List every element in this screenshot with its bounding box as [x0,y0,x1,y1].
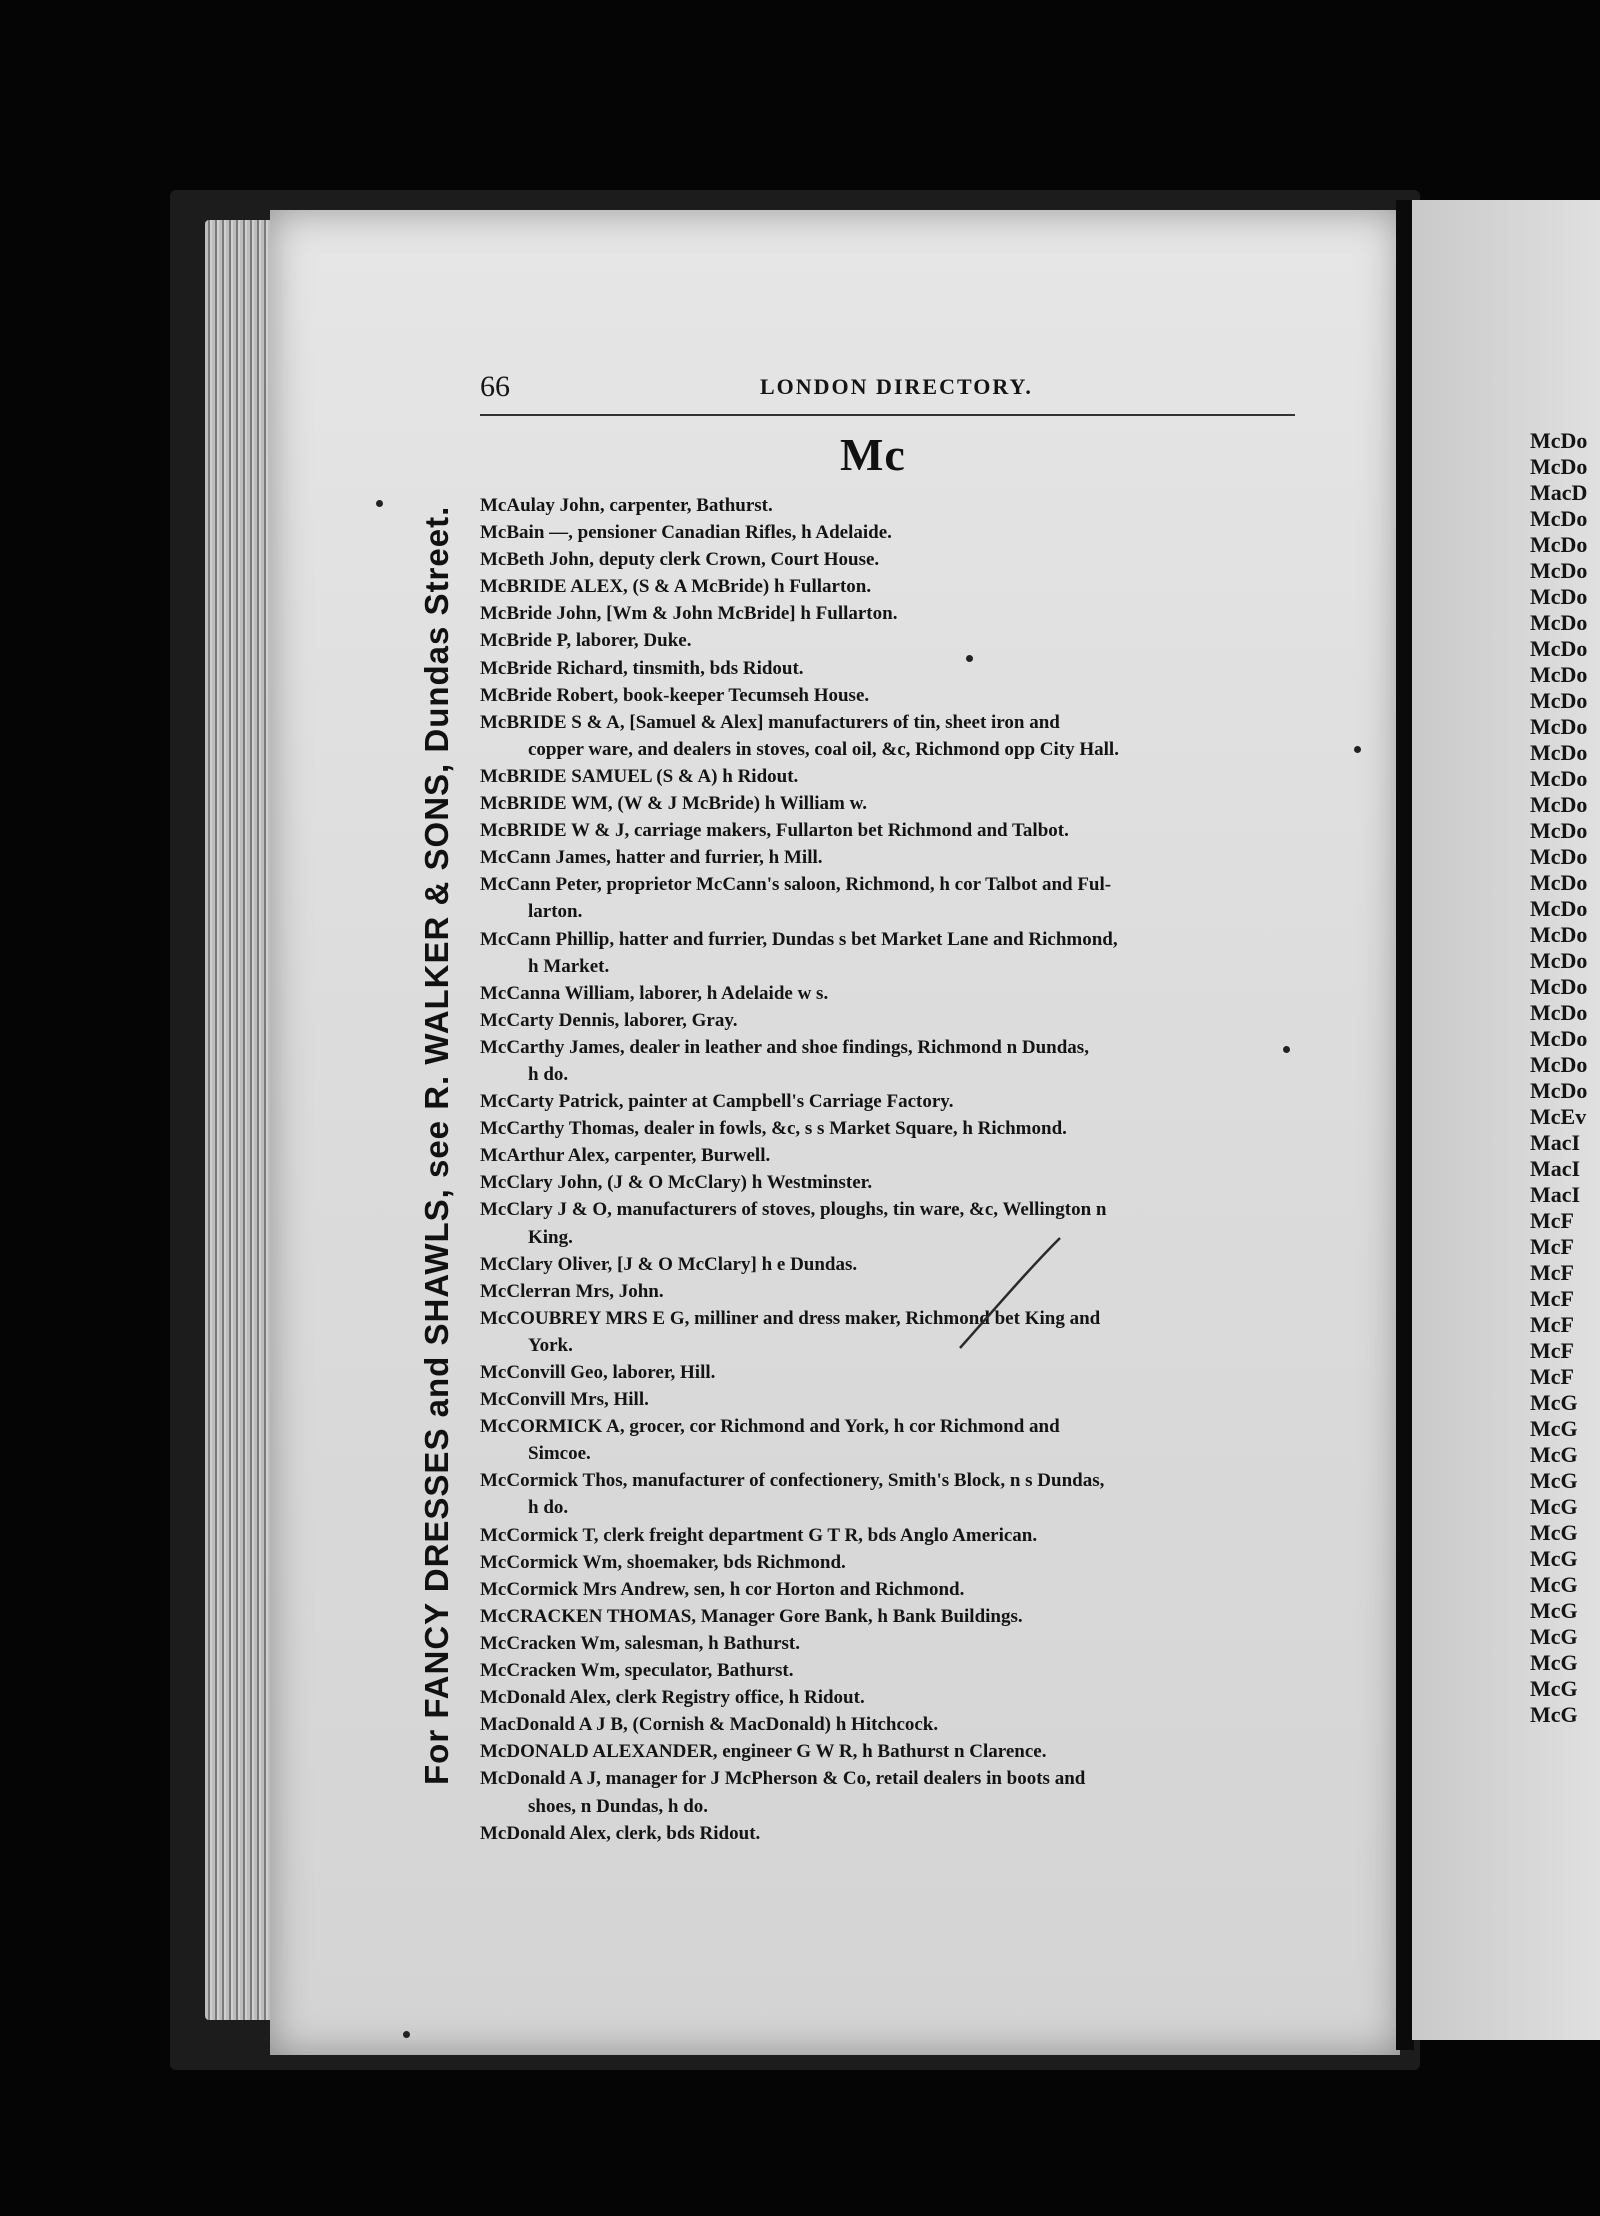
directory-entry: McBRIDE SAMUEL (S & A) h Ridout. [480,765,799,787]
next-page-fragment: McG [1530,1676,1578,1701]
directory-entry: McCORMICK A, grocer, cor Richmond and York, h cor Richmond and [480,1416,1060,1438]
directory-entry: McCormick Thos, manufacturer of confectionery, Smith's Block, n s Dundas, [480,1470,1105,1492]
directory-entry-continuation: shoes, n Dundas, h do. [528,1795,709,1817]
directory-entry: McCann Peter, proprietor McCann's saloon, Richmond, h cor Talbot and Ful- [480,874,1112,896]
directory-entry: McCormick Wm, shoemaker, bds Richmond. [480,1551,846,1573]
next-page-fragment: McDo [1530,714,1588,739]
next-page-fragment: McDo [1530,974,1588,999]
next-page-fragment: McDo [1530,558,1588,583]
next-page-fragment: McDo [1530,454,1588,479]
page-edges [205,220,275,2020]
next-page-fragment: McDo [1530,532,1588,557]
directory-entry: McCarthy James, dealer in leather and shoe findings, Richmond n Dundas, [480,1036,1089,1058]
directory-entry: McBride Richard, tinsmith, bds Ridout. [480,657,804,679]
next-page-fragment: McF [1530,1234,1574,1259]
next-page-fragment: McDo [1530,922,1588,947]
next-page-fragment: McF [1530,1364,1574,1389]
next-page-fragment: McG [1530,1572,1578,1597]
directory-entry: McCann Phillip, hatter and furrier, Dundas s bet Market Lane and Richmond, [480,928,1118,950]
directory-entry: McClary J & O, manufacturers of stoves, ploughs, tin ware, &c, Wellington n [480,1199,1107,1221]
side-advertisement: For FANCY DRESSES and SHAWLS, see R. WALKER & SONS, Dundas Street. [418,505,455,1785]
directory-entry: McCann James, hatter and furrier, h Mill. [480,847,823,869]
next-page-fragment: McDo [1530,870,1588,895]
directory-entry: McBride John, [Wm & John McBride] h Fullarton. [480,603,898,625]
next-page-fragment: McDo [1530,818,1588,843]
directory-entry: McCormick T, clerk freight department G T R, bds Anglo American. [480,1524,1038,1546]
next-page-fragment: McDo [1530,1078,1588,1103]
directory-entry-continuation: King. [528,1226,573,1248]
ink-speck [403,2031,410,2038]
next-page-fragment: McG [1530,1702,1578,1727]
next-page-fragment: MacI [1530,1130,1581,1155]
next-page-fragment: McF [1530,1208,1574,1233]
next-page-fragment: McDo [1530,1052,1588,1077]
directory-entry: McCOUBREY MRS E G, milliner and dress maker, Richmond bet King and [480,1307,1101,1329]
next-page-fragment: McDo [1530,428,1588,453]
directory-entry: McBride P, laborer, Duke. [480,630,692,652]
next-page-fragment: McF [1530,1260,1574,1285]
directory-entry-continuation: Simcoe. [528,1443,591,1465]
directory-entry: McCarthy Thomas, dealer in fowls, &c, s s Market Square, h Richmond. [480,1118,1067,1140]
page-number: 66 [480,370,510,403]
next-page-fragment: McG [1530,1468,1578,1493]
directory-entry: McCracken Wm, speculator, Bathurst. [480,1660,794,1682]
directory-entries [480,492,1340,1847]
directory-entry: McBeth John, deputy clerk Crown, Court House. [480,549,880,571]
next-page-fragment: McG [1530,1442,1578,1467]
running-head [480,370,1300,414]
directory-entry: McBRIDE S & A, [Samuel & Alex] manufacturers of tin, sheet iron and [480,711,1060,733]
next-page-fragment: McG [1530,1546,1578,1571]
directory-entry: McClary Oliver, [J & O McClary] h e Dundas. [480,1253,858,1275]
next-page-fragment: McDo [1530,610,1588,635]
next-page-fragment: McDo [1530,740,1588,765]
next-page-fragment: McDo [1530,844,1588,869]
next-page-fragment: McDo [1530,662,1588,687]
next-page-fragment: McDo [1530,688,1588,713]
directory-entry: McDonald A J, manager for J McPherson & Co, retail dealers in boots and [480,1768,1086,1790]
directory-entry: McArthur Alex, carpenter, Burwell. [480,1145,771,1167]
directory-entry: McBain —, pensioner Canadian Rifles, h Adelaide. [480,522,892,544]
directory-entry: MacDonald A J B, (Cornish & MacDonald) h Hitchcock. [480,1714,939,1736]
next-page-fragment: MacI [1530,1156,1581,1181]
next-page-fragment: McF [1530,1312,1574,1337]
header-rule [480,414,1295,416]
directory-entry: McConvill Mrs, Hill. [480,1389,649,1411]
next-page-column [1530,428,1600,1728]
next-page-fragment: McDo [1530,636,1588,661]
pen-mark [940,1228,1080,1358]
next-page-fragment: McG [1530,1624,1578,1649]
next-page-fragment: McF [1530,1286,1574,1311]
directory-entry: McBRIDE W & J, carriage makers, Fullarton bet Richmond and Talbot. [480,820,1069,842]
next-page-fragment: McDo [1530,584,1588,609]
next-page-fragment: McDo [1530,1026,1588,1051]
next-page-fragment: McEv [1530,1104,1587,1129]
directory-entry: McCarty Dennis, laborer, Gray. [480,1009,738,1031]
next-page-fragment: McDo [1530,1000,1588,1025]
directory-entry-continuation: h do. [528,1497,569,1519]
directory-title: LONDON DIRECTORY. [760,374,1033,399]
next-page-fragment: MacI [1530,1182,1581,1207]
next-page-fragment: McG [1530,1390,1578,1415]
next-page-fragment: McDo [1530,766,1588,791]
next-page-fragment: McG [1530,1598,1578,1623]
directory-entry-continuation: h Market. [528,955,610,977]
section-heading: Mc [840,429,906,480]
ink-speck [1283,1046,1290,1053]
directory-entry: McCRACKEN THOMAS, Manager Gore Bank, h Bank Buildings. [480,1605,1023,1627]
ink-speck [966,655,973,662]
directory-entry: McDonald Alex, clerk, bds Ridout. [480,1822,761,1844]
directory-entry: McCanna William, laborer, h Adelaide w s. [480,982,829,1004]
directory-entry: McClary John, (J & O McClary) h Westminster. [480,1172,873,1194]
directory-entry-continuation: copper ware, and dealers in stoves, coal oil, &c, Richmond opp City Hall. [528,738,1119,760]
directory-entry: McCarty Patrick, painter at Campbell's Carriage Factory. [480,1091,954,1113]
directory-entry: McConvill Geo, laborer, Hill. [480,1362,716,1383]
ink-speck [376,500,383,507]
directory-entry: McBRIDE WM, (W & J McBride) h William w. [480,793,868,815]
directory-entry: McBRIDE ALEX, (S & A McBride) h Fullarton. [480,576,872,598]
next-page-fragment: McDo [1530,506,1588,531]
directory-entry-continuation: larton. [528,901,583,923]
next-page-fragment: McG [1530,1520,1578,1545]
directory-entry: McDonald Alex, clerk Registry office, h Ridout. [480,1687,865,1709]
directory-entry: McClerran Mrs, John. [480,1280,664,1302]
next-page-fragment: MacD [1530,480,1588,505]
directory-entry: McBride Robert, book-keeper Tecumseh House. [480,684,870,706]
directory-entry: McCormick Mrs Andrew, sen, h cor Horton and Richmond. [480,1578,965,1600]
directory-entry: McDONALD ALEXANDER, engineer G W R, h Bathurst n Clarence. [480,1741,1047,1763]
directory-entry: McAulay John, carpenter, Bathurst. [480,495,773,516]
next-page-fragment: McDo [1530,792,1588,817]
directory-entry-continuation: h do. [528,1063,569,1085]
next-page-fragment: McDo [1530,896,1588,921]
next-page-fragment: McDo [1530,948,1588,973]
next-page-fragment: McG [1530,1650,1578,1675]
next-page-fragment: McF [1530,1338,1574,1363]
ink-speck [1354,746,1361,753]
next-page-fragment: McG [1530,1416,1578,1441]
directory-entry-continuation: York. [528,1334,573,1356]
directory-entry: McCracken Wm, salesman, h Bathurst. [480,1632,801,1654]
next-page-fragment: McG [1530,1494,1578,1519]
